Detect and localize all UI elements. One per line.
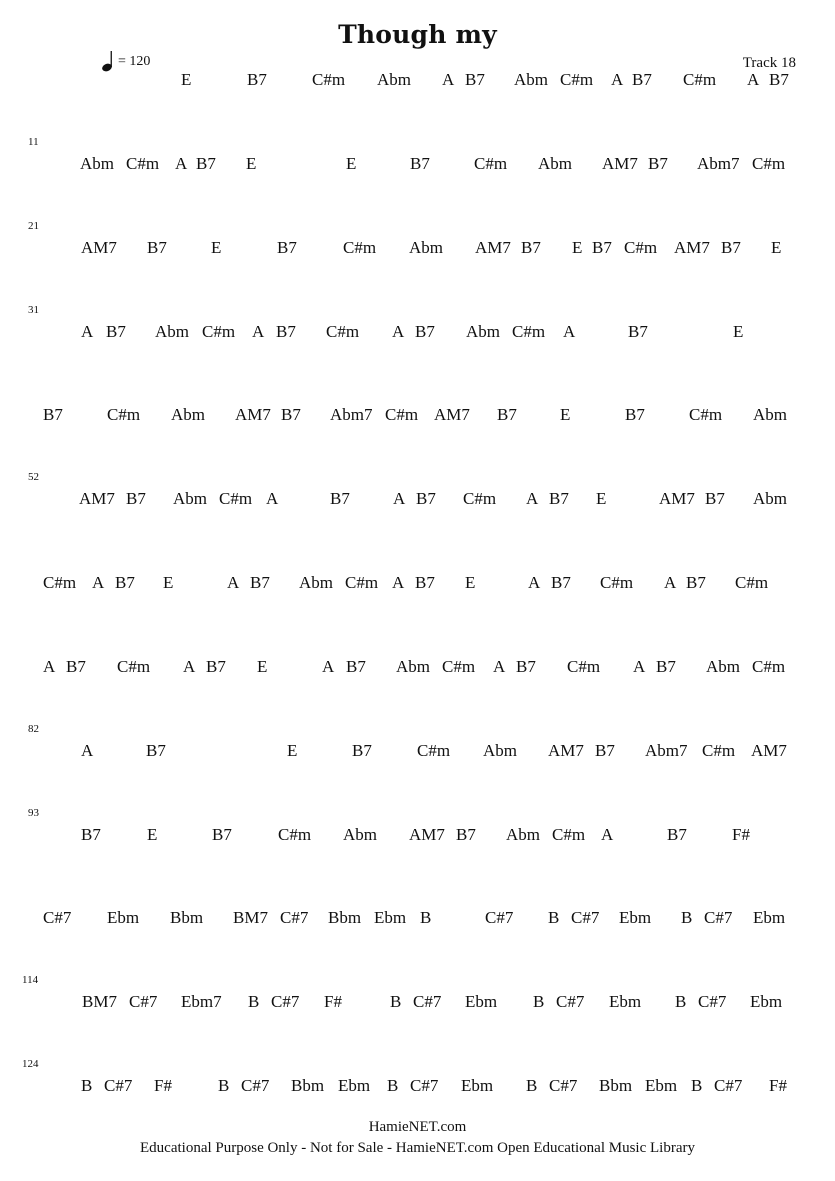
chord-symbol: Abm xyxy=(155,322,189,341)
chord-symbol: E xyxy=(181,70,192,89)
chord-symbol: C#7 xyxy=(280,908,309,927)
chord-symbol: Abm xyxy=(171,405,205,424)
chord-symbol: B7 xyxy=(549,489,569,508)
chord-symbol: Abm xyxy=(538,154,572,173)
chord-symbol: A xyxy=(92,573,105,592)
chord-row xyxy=(0,573,835,593)
chord-symbol: C#m xyxy=(417,741,451,760)
chord-symbol: B7 xyxy=(250,573,270,592)
chord-symbol: Abm xyxy=(466,322,500,341)
chord-symbol: B7 xyxy=(516,657,536,676)
chord-symbol: Abm xyxy=(377,70,411,89)
chord-symbol: C#m xyxy=(752,657,786,676)
chord-symbol: B7 xyxy=(628,322,648,341)
chord-symbol: C#m xyxy=(624,238,658,257)
chord-row xyxy=(0,992,835,1012)
chord-symbol: B xyxy=(81,1076,93,1095)
chord-row xyxy=(0,825,835,845)
chord-symbol: C#7 xyxy=(413,992,442,1011)
chord-symbol: B7 xyxy=(456,825,476,844)
chord-symbol: E xyxy=(572,238,583,257)
chord-symbol: B7 xyxy=(281,405,301,424)
measure-number: 11 xyxy=(28,136,39,148)
chord-symbol: B7 xyxy=(769,70,789,89)
chord-symbol: A xyxy=(493,657,506,676)
chord-symbol: A xyxy=(183,657,196,676)
chord-symbol: AM7 xyxy=(81,238,117,257)
chord-symbol: Ebm xyxy=(465,992,498,1011)
chord-symbol: Ebm xyxy=(107,908,140,927)
chord-symbol: C#m xyxy=(126,154,160,173)
chord-symbol: C#m xyxy=(474,154,508,173)
chord-symbol: C#7 xyxy=(485,908,514,927)
chord-symbol: Bbm xyxy=(328,908,362,927)
chord-symbol: A xyxy=(81,741,94,760)
chord-symbol: A xyxy=(526,489,539,508)
chord-symbol: B7 xyxy=(81,825,101,844)
chord-symbol: B7 xyxy=(592,238,612,257)
chord-symbol: Ebm xyxy=(338,1076,371,1095)
chord-symbol: B7 xyxy=(415,573,435,592)
chord-symbol: Abm xyxy=(173,489,207,508)
chord-symbol: E xyxy=(257,657,268,676)
chord-symbol: F# xyxy=(732,825,750,844)
chord-symbol: B7 xyxy=(330,489,350,508)
chord-symbol: AM7 xyxy=(602,154,638,173)
chord-symbol: C#m xyxy=(560,70,594,89)
chord-symbol: C#m xyxy=(567,657,601,676)
chord-row xyxy=(0,238,835,258)
chord-symbol: Abm xyxy=(409,238,443,257)
chord-symbol: Abm xyxy=(706,657,740,676)
chord-symbol: Abm xyxy=(80,154,114,173)
chord-symbol: BM7 xyxy=(82,992,117,1011)
chord-symbol: B7 xyxy=(648,154,668,173)
chord-symbol: B7 xyxy=(686,573,706,592)
chord-symbol: Abm7 xyxy=(330,405,373,424)
chord-symbol: B xyxy=(691,1076,703,1095)
chord-symbol: Ebm xyxy=(753,908,786,927)
chord-symbol: E xyxy=(346,154,357,173)
chord-symbol: B7 xyxy=(721,238,741,257)
chord-symbol: Abm xyxy=(506,825,540,844)
chord-symbol: C#7 xyxy=(271,992,300,1011)
chord-symbol: A xyxy=(252,322,265,341)
chord-symbol: B xyxy=(387,1076,399,1095)
chord-symbol: B7 xyxy=(521,238,541,257)
chord-symbol: B xyxy=(526,1076,538,1095)
chord-symbol: C#m xyxy=(345,573,379,592)
chord-symbol: C#m xyxy=(343,238,377,257)
chord-symbol: A xyxy=(175,154,188,173)
chord-symbol: B7 xyxy=(667,825,687,844)
chord-symbol: B7 xyxy=(212,825,232,844)
chord-symbol: Ebm xyxy=(461,1076,494,1095)
chord-symbol: Abm xyxy=(753,405,787,424)
chord-symbol: Abm xyxy=(343,825,377,844)
chord-symbol: Ebm xyxy=(609,992,642,1011)
chord-symbol: C#7 xyxy=(571,908,600,927)
chord-symbol: B7 xyxy=(66,657,86,676)
chord-row xyxy=(0,908,835,928)
chord-symbol: B7 xyxy=(497,405,517,424)
chord-symbol: A xyxy=(266,489,279,508)
chord-symbol: B xyxy=(248,992,260,1011)
chord-symbol: C#7 xyxy=(714,1076,743,1095)
chord-row xyxy=(0,741,835,761)
chord-symbol: A xyxy=(528,573,541,592)
chord-symbol: AM7 xyxy=(79,489,115,508)
chord-symbol: A xyxy=(81,322,94,341)
measure-number: 82 xyxy=(28,723,39,735)
measure-number: 52 xyxy=(28,471,39,483)
chord-symbol: C#7 xyxy=(556,992,585,1011)
chord-symbol: B7 xyxy=(247,70,267,89)
chord-row xyxy=(0,489,835,509)
chord-symbol: BM7 xyxy=(233,908,268,927)
tempo-marking xyxy=(101,50,150,72)
chord-symbol: B7 xyxy=(465,70,485,89)
chord-symbol: E xyxy=(287,741,298,760)
chord-symbol: B xyxy=(390,992,402,1011)
chord-symbol: E xyxy=(560,405,571,424)
chord-symbol: AM7 xyxy=(751,741,787,760)
track-label: Track 18 xyxy=(742,55,796,71)
chord-symbol: C#7 xyxy=(704,908,733,927)
chord-symbol: B7 xyxy=(346,657,366,676)
chord-symbol: F# xyxy=(324,992,342,1011)
chord-symbol: B xyxy=(681,908,693,927)
chord-symbol: C#m xyxy=(752,154,786,173)
chord-symbol: C#m xyxy=(202,322,236,341)
chord-row xyxy=(0,1076,835,1096)
chord-symbol: B7 xyxy=(410,154,430,173)
measure-number: 21 xyxy=(28,220,39,232)
chord-symbol: E xyxy=(596,489,607,508)
chord-symbol: A xyxy=(227,573,240,592)
chord-symbol: B7 xyxy=(146,741,166,760)
chord-symbol: C#7 xyxy=(104,1076,133,1095)
chord-symbol: C#m xyxy=(326,322,360,341)
chord-symbol: F# xyxy=(154,1076,172,1095)
chord-symbol: C#m xyxy=(463,489,497,508)
measure-number: 31 xyxy=(28,304,39,316)
chord-row xyxy=(0,405,835,425)
chord-symbol: B7 xyxy=(632,70,652,89)
chord-symbol: B7 xyxy=(276,322,296,341)
chord-symbol: C#m xyxy=(442,657,476,676)
chord-symbol: Abm xyxy=(483,741,517,760)
chord-symbol: C#m xyxy=(312,70,346,89)
chord-symbol: E xyxy=(246,154,257,173)
chord-symbol: B7 xyxy=(206,657,226,676)
chord-row xyxy=(0,154,835,174)
chord-symbol: B7 xyxy=(43,405,63,424)
chord-symbol: B xyxy=(548,908,560,927)
chord-symbol: B7 xyxy=(415,322,435,341)
chord-symbol: B7 xyxy=(352,741,372,760)
chord-row xyxy=(0,322,835,342)
chord-symbol: AM7 xyxy=(674,238,710,257)
chord-symbol: Abm xyxy=(753,489,787,508)
chord-symbol: A xyxy=(611,70,624,89)
chord-symbol: C#m xyxy=(107,405,141,424)
chord-symbol: C#m xyxy=(278,825,312,844)
chord-symbol: AM7 xyxy=(235,405,271,424)
chord-symbol: Abm7 xyxy=(645,741,688,760)
chord-symbol: B xyxy=(420,908,432,927)
chord-symbol: AM7 xyxy=(475,238,511,257)
footer-note: Educational Purpose Only - Not for Sale - HamieNET.com Open Educational Music Library xyxy=(140,1140,695,1156)
footer-site: HamieNET.com xyxy=(368,1119,467,1135)
chord-symbol: C#m xyxy=(117,657,151,676)
chord-symbol: C#m xyxy=(43,573,77,592)
chord-symbol: B xyxy=(533,992,545,1011)
chord-symbol: A xyxy=(633,657,646,676)
chord-symbol: B7 xyxy=(115,573,135,592)
chord-symbol: Abm7 xyxy=(697,154,740,173)
chord-symbol: E xyxy=(147,825,158,844)
chord-symbol: C#7 xyxy=(43,908,72,927)
chord-symbol: Ebm xyxy=(374,908,407,927)
chord-symbol: B7 xyxy=(416,489,436,508)
chord-symbol: B7 xyxy=(126,489,146,508)
measure-number: 114 xyxy=(22,974,39,986)
chord-symbol: C#m xyxy=(600,573,634,592)
chord-symbol: A xyxy=(43,657,56,676)
chord-symbol: E xyxy=(163,573,174,592)
chord-symbol: C#m xyxy=(219,489,253,508)
chord-symbol: A xyxy=(563,322,576,341)
chord-symbol: B7 xyxy=(277,238,297,257)
chord-symbol: C#m xyxy=(683,70,717,89)
chord-symbol: B7 xyxy=(705,489,725,508)
quarter-note-icon xyxy=(101,50,115,72)
page-title: Though my xyxy=(338,20,497,49)
chord-symbol: B7 xyxy=(106,322,126,341)
chord-symbol: Abm xyxy=(396,657,430,676)
chord-symbol: A xyxy=(393,489,406,508)
chord-symbol: Bbm xyxy=(291,1076,325,1095)
chord-symbol: A xyxy=(322,657,335,676)
chord-symbol: AM7 xyxy=(548,741,584,760)
chord-symbol: C#m xyxy=(689,405,723,424)
chord-symbol: E xyxy=(465,573,476,592)
chord-row xyxy=(0,70,835,90)
chord-symbol: A xyxy=(747,70,760,89)
chord-symbol: Ebm xyxy=(645,1076,678,1095)
chord-symbol: A xyxy=(392,573,405,592)
chord-symbol: A xyxy=(392,322,405,341)
chord-symbol: AM7 xyxy=(659,489,695,508)
chord-symbol: Ebm xyxy=(750,992,783,1011)
chord-symbol: A xyxy=(601,825,614,844)
chord-symbol: E xyxy=(211,238,222,257)
chord-symbol: F# xyxy=(769,1076,787,1095)
chord-symbol: Bbm xyxy=(599,1076,633,1095)
chord-symbol: C#m xyxy=(735,573,769,592)
chord-symbol: AM7 xyxy=(409,825,445,844)
chord-row xyxy=(0,657,835,677)
chord-symbol: Ebm7 xyxy=(181,992,222,1011)
chord-symbol: C#7 xyxy=(549,1076,578,1095)
chord-symbol: B7 xyxy=(196,154,216,173)
chord-symbol: A xyxy=(664,573,677,592)
chord-symbol: Bbm xyxy=(170,908,204,927)
chord-symbol: Abm xyxy=(514,70,548,89)
chord-symbol: C#m xyxy=(385,405,419,424)
chord-symbol: Ebm xyxy=(619,908,652,927)
chord-symbol: B xyxy=(675,992,687,1011)
chord-symbol: E xyxy=(771,238,782,257)
chord-symbol: B7 xyxy=(551,573,571,592)
chord-symbol: C#m xyxy=(702,741,736,760)
chord-symbol: C#7 xyxy=(698,992,727,1011)
chord-symbol: B7 xyxy=(625,405,645,424)
chord-symbol: C#m xyxy=(552,825,586,844)
chord-symbol: C#7 xyxy=(129,992,158,1011)
chord-symbol: B7 xyxy=(147,238,167,257)
chord-symbol: Abm xyxy=(299,573,333,592)
chord-symbol: C#7 xyxy=(241,1076,270,1095)
measure-number: 124 xyxy=(22,1058,39,1070)
tempo-value: = 120 xyxy=(118,54,151,69)
chord-symbol: C#7 xyxy=(410,1076,439,1095)
chord-symbol: C#m xyxy=(512,322,546,341)
chord-symbol: B7 xyxy=(656,657,676,676)
chord-symbol: E xyxy=(733,322,744,341)
chord-symbol: B7 xyxy=(595,741,615,760)
chord-symbol: A xyxy=(442,70,455,89)
measure-number: 93 xyxy=(28,807,39,819)
chord-symbol: B xyxy=(218,1076,230,1095)
chord-symbol: AM7 xyxy=(434,405,470,424)
